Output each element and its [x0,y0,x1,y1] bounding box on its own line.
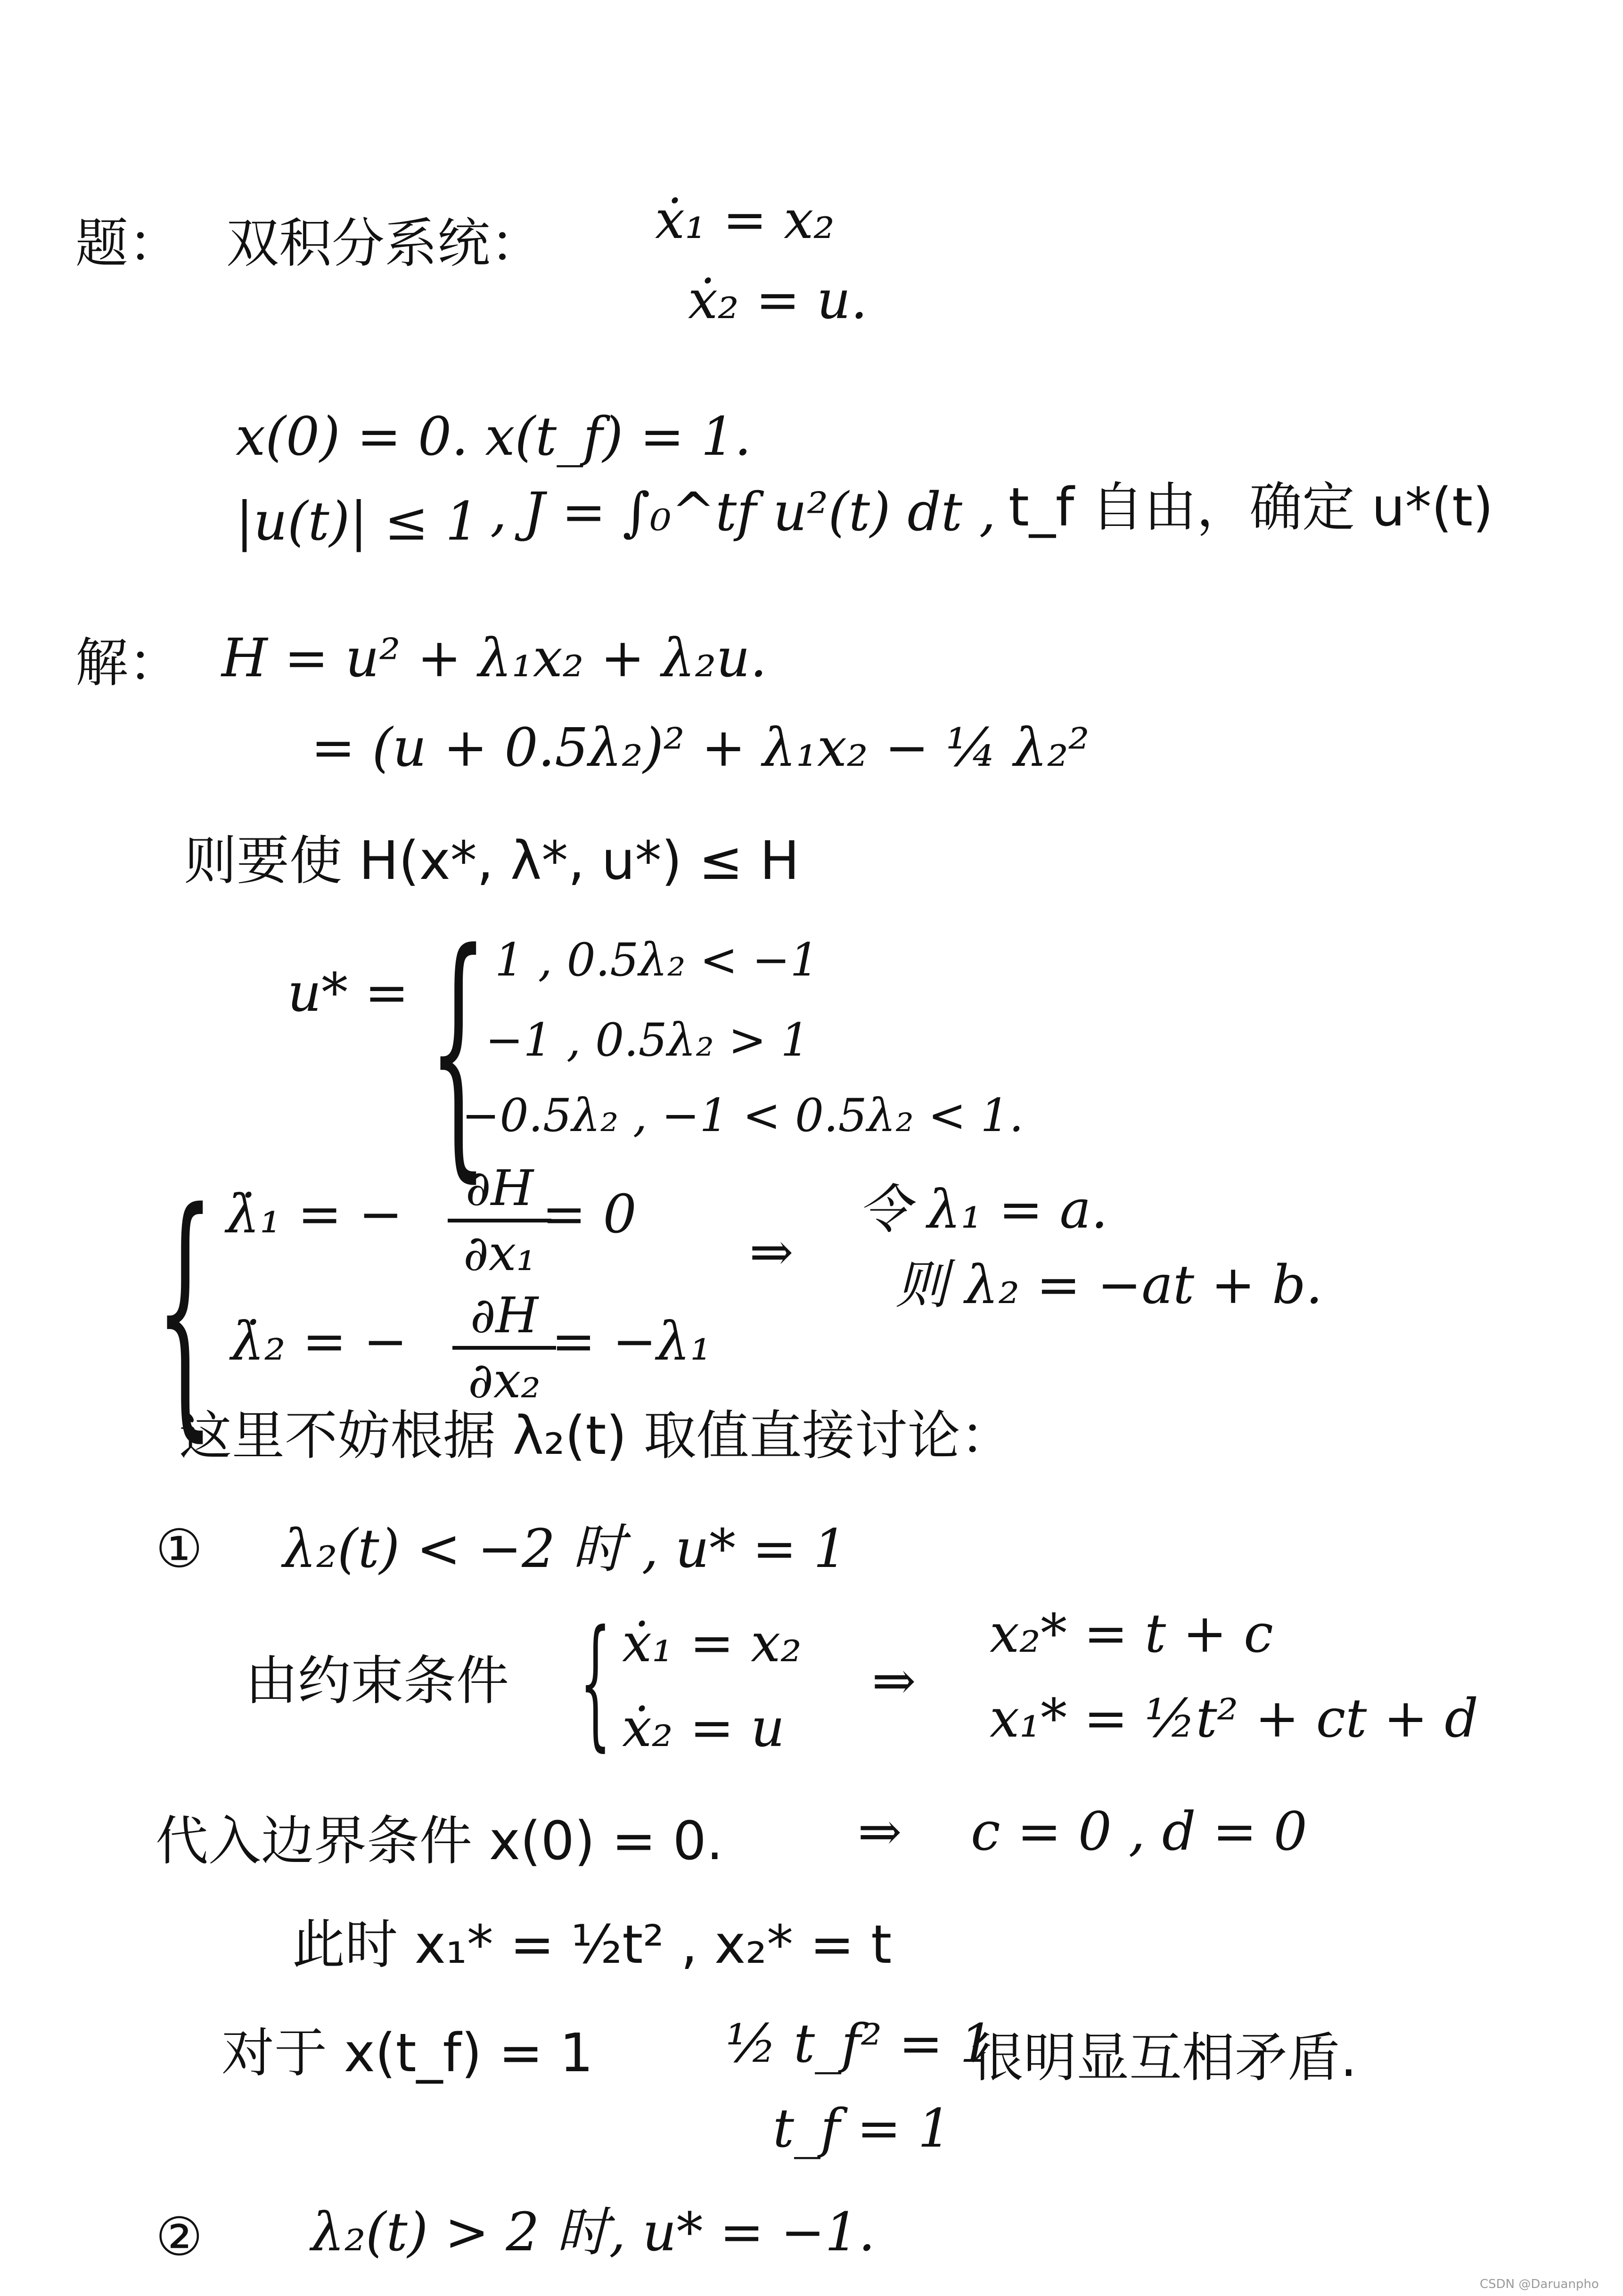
system-brace: { [580,1600,611,1764]
implies-arrow: ⇒ [749,1222,794,1283]
let-lambda1: 令 λ₁ = a. [858,1179,1108,1240]
boundary-conditions: x(0) = 0. x(t_f) = 1. [236,406,752,467]
x1-solution: x₁* = ½t² + ct + d [990,1688,1479,1749]
problem-label: 题： [75,213,181,274]
system-equation-1: ẋ₁ = x₂ [622,1613,802,1674]
costate-1-denominator: ∂x₁ [463,1224,536,1282]
from-constraint-label: 由约束条件 [245,1650,509,1712]
costate-2-fraction [452,1287,556,1409]
case-2-marker: ② [156,2206,203,2268]
state-equation-1: ẋ₁ = x₂ [655,189,835,251]
case-1-marker: ① [156,1518,203,1580]
control-constraint: |u(t)| ≤ 1 [236,491,479,552]
substitute-boundary: 代入边界条件 x(0) = 0. [156,1811,723,1872]
final-condition: 对于 x(t_f) = 1 [221,2023,593,2084]
control-case-2: −1 , 0.5λ₂ > 1 [485,1014,810,1066]
state-at-this-case: 此时 x₁* = ½t² , x₂* = t [292,1914,892,1976]
optimal-control-lhs: u* = [287,962,409,1024]
implies-arrow: ⇒ [858,1801,902,1862]
costate-1-fraction [448,1159,551,1282]
hamiltonian-line-2: = (u + 0.5λ₂)² + λ₁x₂ − ¼ λ₂² [311,717,1090,779]
problem-instruction: t_f 自由，确定 u*(t) [1008,477,1493,538]
x2-solution: x₂* = t + c [990,1603,1273,1665]
hamiltonian-line-1: H = u² + λ₁x₂ + λ₂u. [221,628,767,689]
costate-2-denominator: ∂x₂ [467,1352,541,1409]
minimum-condition: 则要使 H(x*, λ*, u*) ≤ H [184,830,800,892]
control-case-3: −0.5λ₂ , −1 < 0.5λ₂ < 1. [462,1089,1024,1142]
piecewise-brace: { [429,897,488,1205]
costate-2-rhs: = −λ₁ [551,1311,712,1372]
control-case-1: 1 , 0.5λ₂ < −1 [495,934,819,986]
costate-1-lhs: λ̇₁ = − [226,1184,403,1245]
state-equation-2: ẋ₂ = u. [688,270,868,331]
costate-brace: { [156,1156,214,1464]
lambda2-solution: 则 λ₂ = −at + b. [895,1255,1323,1316]
fraction-bar [452,1346,556,1350]
final-time-value: t_f = 1 [773,2098,951,2159]
solution-label: 解： [75,632,181,694]
costate-2-numerator: ∂H [470,1287,539,1344]
system-name: 双积分系统： [226,213,543,274]
system-equation-2: ẋ₂ = u [622,1697,785,1759]
fraction-bar [448,1219,551,1222]
contradiction-note: 很明显互相矛盾. [971,2027,1357,2089]
final-time-equation: ½ t_f² = 1 [726,2013,993,2075]
cost-functional: , J = ∫₀^tf u²(t) dt , [490,482,996,543]
integration-constants: c = 0 , d = 0 [971,1801,1307,1862]
watermark: CSDN @Daruanpho [1480,2277,1599,2291]
costate-1-rhs: = 0 [542,1184,637,1245]
implies-arrow: ⇒ [872,1650,916,1712]
case-1-condition: λ₂(t) < −2 时 , u* = 1 [283,1518,847,1580]
costate-1-numerator: ∂H [465,1159,534,1217]
costate-2-lhs: λ̇₂ = − [231,1311,408,1372]
case-2-condition: λ₂(t) > 2 时, u* = −1. [311,2202,876,2263]
discussion-intro: 这里不妨根据 λ₂(t) 取值直接讨论： [179,1405,1013,1467]
